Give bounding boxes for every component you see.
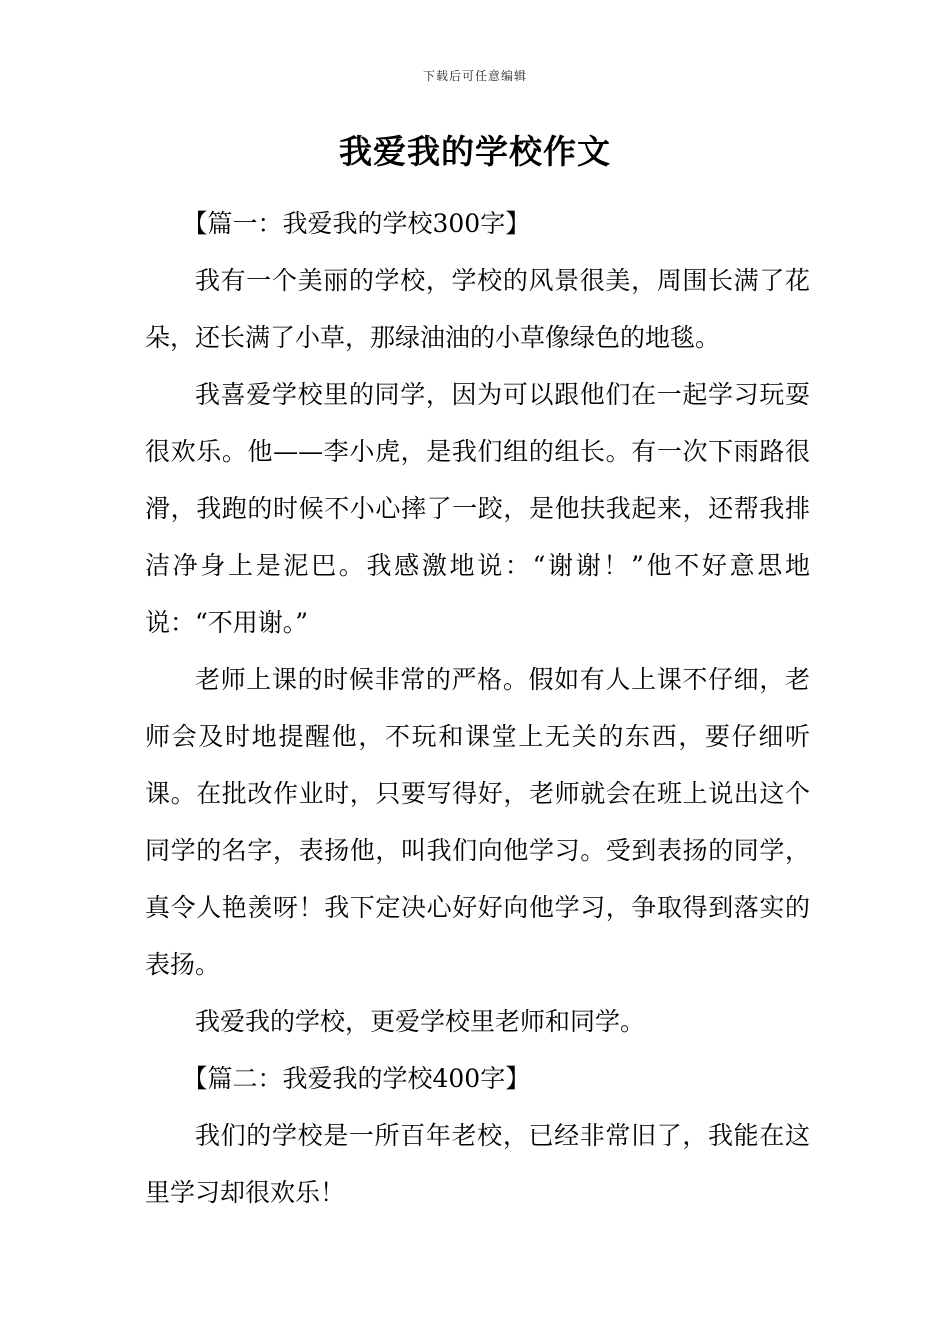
section-heading-2: 【篇二：我爱我的学校400字】	[182, 1064, 531, 1093]
document-title: 我爱我的学校作文	[339, 132, 611, 171]
paragraph: 我们的学校是一所百年老校，已经非常旧了，我能在这里学习却很欢乐！	[145, 1121, 810, 1207]
paragraph: 我喜爱学校里的同学，因为可以跟他们在一起学习玩耍很欢乐。他——李小虎，是我们组的组长。有一次下雨路很滑，我跑的时候不小心摔了一跤，是他扶我起来，还帮我排洁净身上是泥巴。我感激地说：“谢谢！”他不好意思地说：“不用谢。”	[145, 380, 810, 637]
section-heading-1: 【篇一：我爱我的学校300字】	[182, 209, 531, 238]
document-body	[145, 195, 810, 1221]
paragraph: 我爱我的学校，更爱学校里老师和同学。	[195, 1007, 646, 1036]
paragraph: 我有一个美丽的学校，学校的风景很美，周围长满了花朵，还长满了小草，那绿油油的小草像绿色的地毯。	[145, 266, 810, 352]
paragraph: 老师上课的时候非常的严格。假如有人上课不仔细，老师会及时地提醒他，不玩和课堂上无关的东西，要仔细听课。在批改作业时，只要写得好，老师就会在班上说出这个同学的名字，表扬他，叫我们向他学习。受到表扬的同学，真令人艳羡呀！我下定决心好好向他学习，争取得到落实的表扬。	[145, 665, 810, 979]
header-note: 下载后可任意编辑	[422, 69, 527, 83]
